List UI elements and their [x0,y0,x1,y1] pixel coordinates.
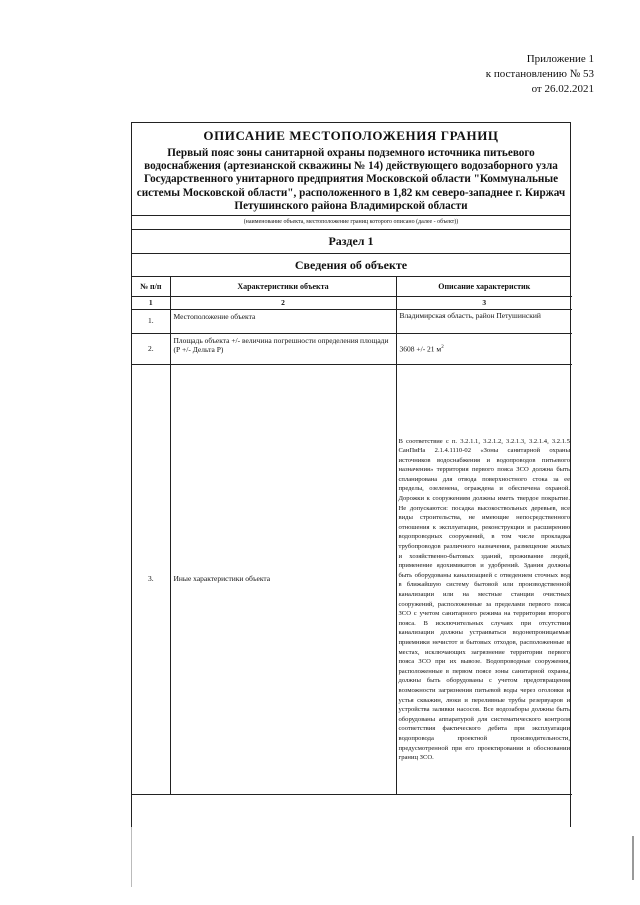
object-name: Первый пояс зоны санитарной охраны подземного источника питьевого водоснабжения (артезианской скважины № 14) действующего водозаборного узла Государственного унитарного предприятия Московской области "Коммунальные системы Московской области", расположенного в 1,82 км северо-западнее г. Киржач Петушинского района Владимирской области [132,143,570,216]
column-header-characteristic: Характеристики объекта [170,277,396,296]
scan-edge-mark [632,836,634,880]
appendix-line-1: Приложение 1 [526,53,594,65]
row-characteristic: Площадь объекта +/- величина погрешности определения площади (Р +/- Дельта Р) [170,333,396,364]
header-block [132,123,570,277]
row-characteristic: Местоположение объекта [170,309,396,333]
column-number-2: 2 [170,296,396,309]
object-info-table [132,277,572,795]
appendix-line-3: от 26.02.2021 [531,83,594,95]
document-frame [131,122,571,827]
column-number-3: 3 [396,296,572,309]
row-value: Владимирская область, район Петушинский [396,309,572,333]
table-header-row [132,277,572,296]
appendix-line-2: к постановлению № 53 [485,68,594,80]
row-characteristic: Иные характеристики объекта [170,364,396,794]
section-title: Раздел 1 [132,230,570,254]
row-value-area [396,333,572,364]
row-number: 3. [132,364,170,794]
column-number-1: 1 [132,296,170,309]
document-title: ОПИСАНИЕ МЕСТОПОЛОЖЕНИЯ ГРАНИЦ [203,128,499,143]
section-subtitle: Сведения об объекте [132,254,570,277]
appendix-note [486,52,594,97]
table-row [132,333,572,364]
table-row [132,309,572,333]
column-number-row [132,296,572,309]
column-header-description: Описание характеристик [396,277,572,296]
row-number: 1. [132,309,170,333]
row-number: 2. [132,333,170,364]
column-header-number: № п/п [132,277,170,296]
area-value: 3608 +/- 21 м [399,344,442,354]
object-name-caption: (наименование объекта, местоположение границ которого описано (далее - объект)) [132,216,570,230]
table-row [132,364,572,794]
frame-edge-line [131,827,132,887]
row-value-other-characteristics: В соответствие с п. 3.2.1.1, 3.2.1.2, 3.2.1.3, 3.2.1.4, 3.2.1.5 СанПиНа 2.1.4.1110-02 «Зоны санитарной охраны источников водоснабжения и водопроводов питьевого назначения» территория первого пояса ЗСО должна быть спланирована для отвода поверхностного стока за ее пределы, озеленена, ограждена и обеспечена охраной. Дорожки к сооружениям должны иметь твердое покрытие. Не допускаются: посадка высокоствольных деревьев, все виды строительства, не имеющие непосредственного отношения к эксплуатации, реконструкции и расширению водопроводных сооружений, в том числе прокладка трубопроводов различного назначения, размещение жилых и хозяйственно-бытовых зданий, проживание людей, применение ядохимикатов и удобрений. Здания должны быть оборудованы канализацией с отведением сточных вод в ближайшую систему бытовой или производственной канализации или на местные станции очистных сооружений, расположенные за пределами первого пояса ЗСО с учетом санитарного режима на территории второго пояса. В исключительных случаях при отсутствии канализации должны устраиваться водонепроницаемые приемники нечистот и бытовых отходов, расположенные в местах, исключающих загрязнение территории первого пояса ЗСО при их вывозе. Водопроводные сооружения, расположенные в первом поясе зоны санитарной охраны, должны быть оборудованы с учетом предотвращения возможности загрязнения питьевой воды через оголовки и устья скважин, люки и переливные трубы резервуаров и устройства заливки насосов. Все водозаборы должны быть оборудованы аппаратурой для систематического контроля соответствия фактического дебита при эксплуатации водопровода проектной производительности, предусмотренной при его проектировании и обосновании границ ЗСО. [396,364,572,794]
area-unit-superscript: 2 [441,345,444,351]
